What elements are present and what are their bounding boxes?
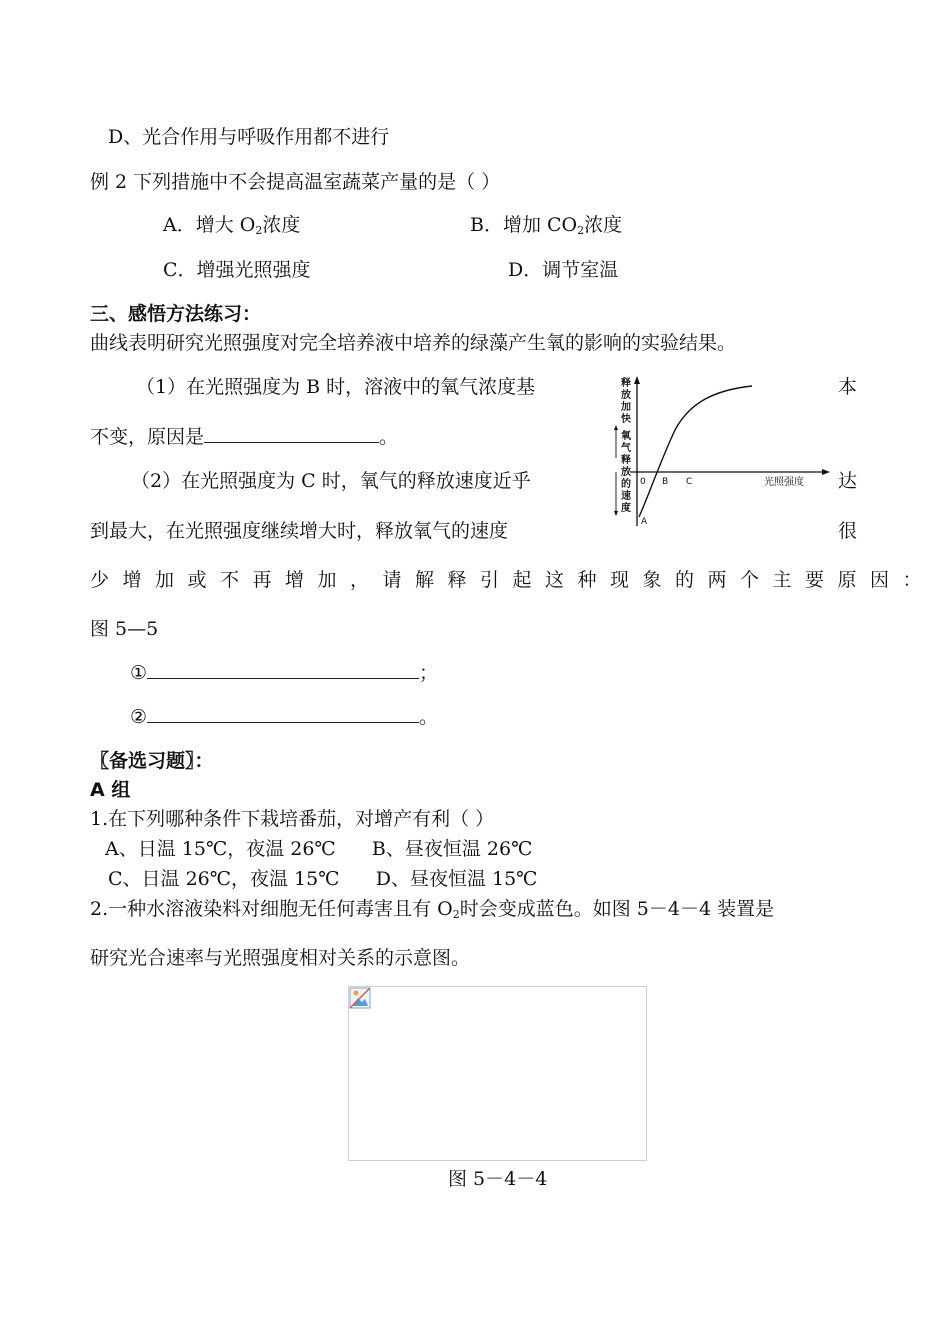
answer-blank bbox=[204, 426, 379, 443]
figure-5-4-4-caption: 图 5－4－4 bbox=[448, 1168, 548, 1190]
point-a-label: A bbox=[641, 517, 648, 527]
section-3-heading: 三、感悟方法练习： bbox=[90, 303, 262, 325]
point-b-label: B bbox=[662, 477, 669, 487]
example-2-option-b: B．增加 $CO_2$浓度 bbox=[470, 214, 623, 237]
group-a-question-2-line-2: 研究光合速率与光照强度相对关系的示意图。 bbox=[90, 947, 471, 969]
question-2-line-1: （2）在光照强度为 C 时，氧气的释放速度近乎 bbox=[131, 470, 531, 492]
y-axis-arrow-up bbox=[634, 376, 640, 384]
group-a-question-1-options-cd: C、日温 26℃，夜温 15℃ D、昼夜恒温 15℃ bbox=[108, 868, 538, 890]
example-2-option-d: D．调节室温 bbox=[508, 259, 619, 281]
option-d: D、光合作用与呼吸作用都不进行 bbox=[108, 126, 390, 148]
y-top-label-char: 释 bbox=[621, 378, 631, 389]
y-axis-bottom-label bbox=[621, 429, 632, 514]
example-2-option-c: C．增强光照强度 bbox=[163, 259, 311, 281]
y-bottom-label-char: 速 bbox=[621, 491, 631, 502]
y-bottom-label-char: 度 bbox=[621, 503, 631, 514]
question-1-line-1-end: 本 bbox=[838, 376, 858, 398]
x-axis-label: 光照强度 bbox=[764, 477, 804, 488]
y-bottom-label-char: 气 bbox=[621, 443, 631, 454]
point-c-label: C bbox=[686, 477, 693, 487]
question-2-line-2: 到最大，在光照强度继续增大时，释放氧气的速度 bbox=[90, 520, 509, 542]
y-top-arrowhead bbox=[614, 425, 618, 430]
y-top-label-char: 快 bbox=[621, 414, 631, 425]
y-bottom-label-char: 的 bbox=[621, 479, 631, 490]
answer-blank bbox=[147, 706, 419, 723]
origin-label: 0 bbox=[640, 477, 646, 487]
section-3-intro: 曲线表明研究光照强度对完全培养液中培养的绿藻产生氧的影响的实验结果。 bbox=[90, 332, 737, 354]
y-top-label-char: 加 bbox=[621, 402, 631, 413]
figure-5-5-caption: 图 5—5 bbox=[90, 618, 159, 640]
y-bottom-label-char: 放 bbox=[621, 467, 631, 478]
answer-line-1: ① ； bbox=[130, 662, 439, 684]
example-2-option-a: A．增大 $O_2$浓度 bbox=[163, 214, 301, 237]
question-2-line-2-end: 很 bbox=[838, 520, 858, 542]
question-2-line-3: 少增加或不再增加，请解释引起这种现象的两个主要原因： bbox=[90, 569, 936, 591]
group-a-heading: A 组 bbox=[90, 779, 131, 801]
group-a-question-1: 1.在下列哪种条件下栽培番茄，对增产有利（ ） bbox=[90, 808, 495, 830]
y-axis-top-label bbox=[620, 376, 631, 425]
question-2-line-1-end: 达 bbox=[838, 470, 858, 492]
light-intensity-oxygen-graph bbox=[600, 372, 838, 530]
example-2-question: 例 2 下列措施中不会提高温室蔬菜产量的是（ ） bbox=[90, 171, 501, 193]
group-a-question-1-options-ab: A、日温 15℃，夜温 26℃ B、昼夜恒温 26℃ bbox=[105, 838, 533, 860]
answer-line-2: ② 。 bbox=[130, 706, 439, 728]
question-1-line-2: 不变，原因是 。 bbox=[90, 426, 399, 448]
y-bottom-label-char: 释 bbox=[621, 455, 631, 466]
backup-exercises-heading: 〖备选习题〗： bbox=[90, 750, 214, 772]
broken-image-icon bbox=[349, 987, 371, 1009]
y-bottom-label-char: 氧 bbox=[621, 431, 631, 442]
figure-5-4-4-image bbox=[348, 986, 647, 1161]
y-bottom-arrowhead bbox=[614, 511, 618, 516]
oxygen-release-curve bbox=[639, 386, 752, 517]
group-a-question-2-line-1: 2.一种水溶液染料对细胞无任何毒害且有 $O_2$时会变成蓝色。如图 5－4－4 装置是 bbox=[90, 898, 775, 921]
x-axis-arrow bbox=[822, 469, 830, 475]
question-1-line-1: （1）在光照强度为 B 时，溶液中的氧气浓度基 bbox=[136, 376, 536, 398]
y-top-label-char: 放 bbox=[621, 390, 631, 401]
answer-blank bbox=[147, 662, 419, 679]
